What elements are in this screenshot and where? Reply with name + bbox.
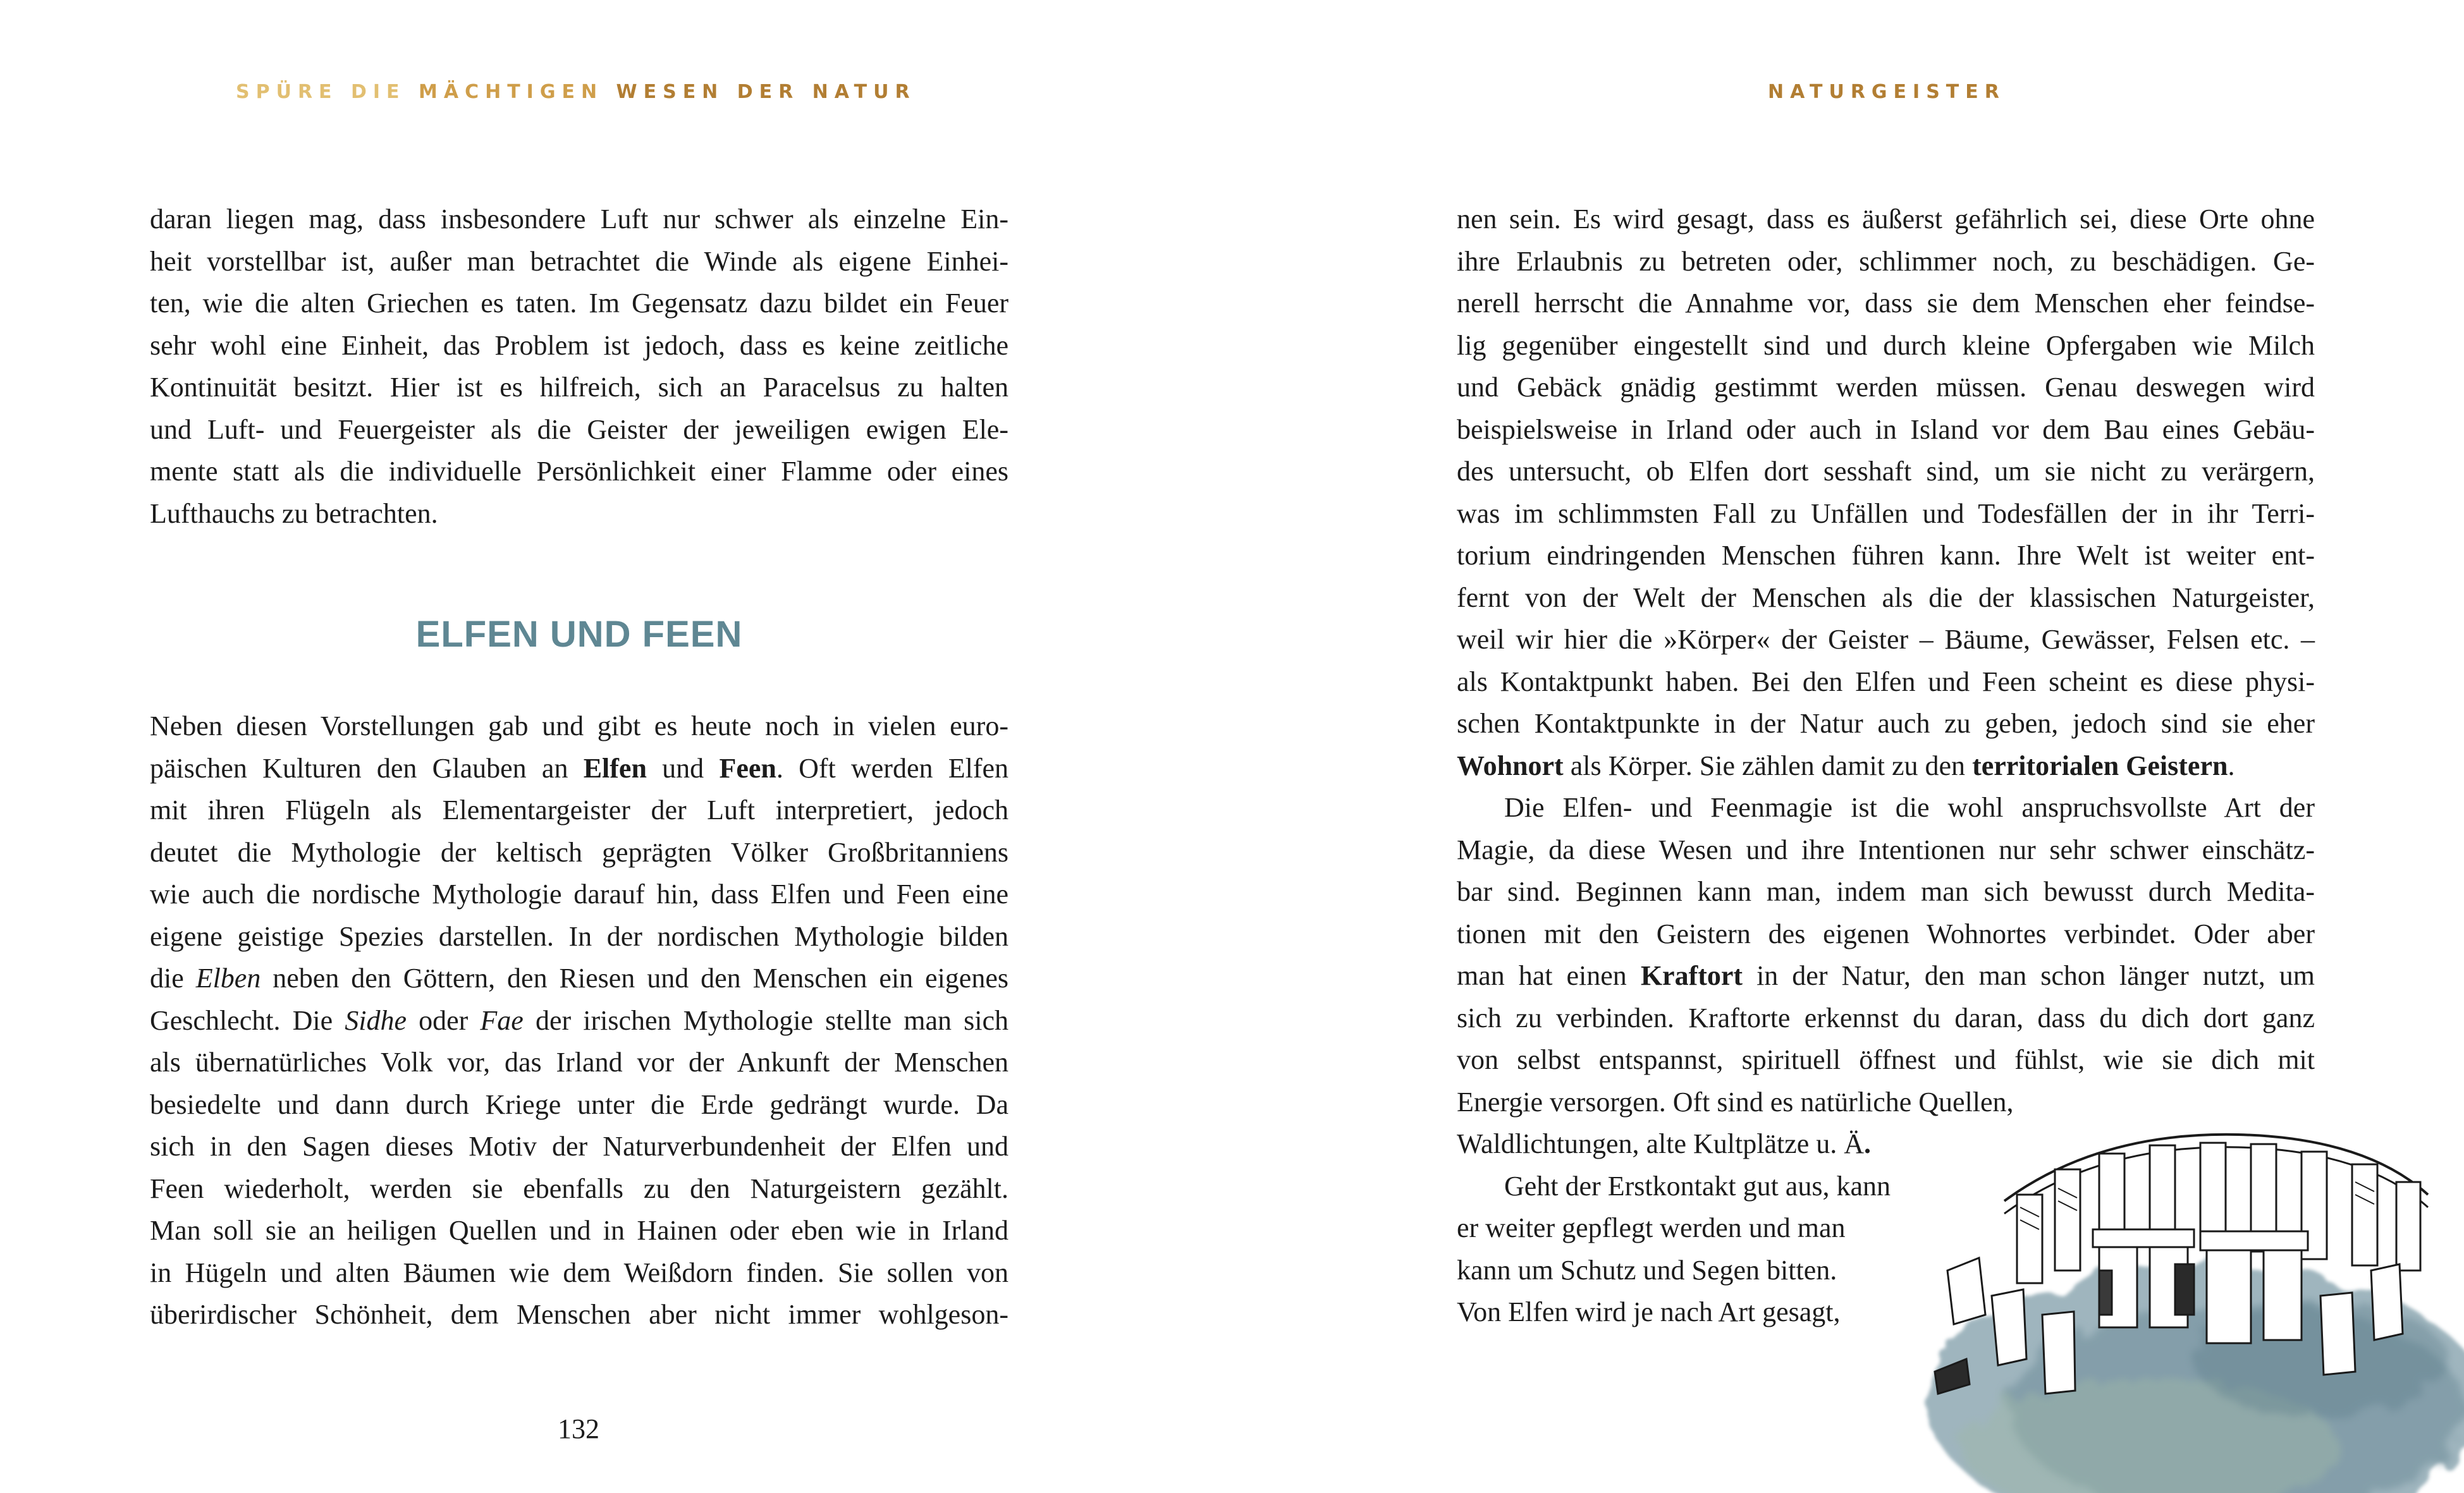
bold-term: Elfen xyxy=(583,752,647,784)
running-head-left-part1: SPÜRE DIE xyxy=(236,81,419,103)
text-run: Waldlichtungen, alte Kultplätze u. Ä xyxy=(1457,1128,1865,1159)
body-line: bar sind. Beginnen kann man, indem man sich bewusst durch Medita- xyxy=(1457,876,2315,907)
section-line xyxy=(150,1000,1008,1042)
body-line: Von Elfen wird je nach Art gesagt, xyxy=(1457,1296,1841,1327)
text-run: Geschlecht. Die xyxy=(150,1004,345,1036)
body-line: was im schlimmsten Fall zu Unfällen und Todesfällen der in ihr Terri- xyxy=(1457,497,2315,529)
intro-line: sehr wohl eine Einheit, das Problem ist jedoch, dass es keine zeitliche xyxy=(150,329,1008,361)
body-line: beispielsweise in Irland oder auch in Island vor dem Bau eines Gebäu- xyxy=(1457,413,2315,445)
section-line: Neben diesen Vorstellungen gab und gibt es heute noch in vielen euro- xyxy=(150,710,1008,741)
text-run: oder xyxy=(407,1004,481,1036)
bold-term: Kraftort xyxy=(1640,960,1743,991)
page-number: 132 xyxy=(558,1413,599,1444)
body-line: er weiter gepflegt werden und man xyxy=(1457,1212,1846,1243)
body-line: torium eindringenden Menschen führen kann. Ihre Welt ist weiter ent- xyxy=(1457,540,2315,571)
intro-line: Lufthauchs zu betrachten. xyxy=(150,497,438,529)
text-run: man hat einen xyxy=(1457,960,1641,991)
body-line: Energie versorgen. Oft sind es natürliche Quellen, xyxy=(1457,1086,2014,1118)
running-head-left-part2: MÄCHTIGEN xyxy=(419,81,616,103)
bold-term: territorialen Geistern xyxy=(1972,750,2228,781)
body-line: ihre Erlaubnis zu betreten oder, schlimmer noch, zu beschädigen. Ge- xyxy=(1457,245,2315,277)
intro-line: heit vorstellbar ist, außer man betrachtet die Winde als eigene Einhei- xyxy=(150,245,1008,277)
section-line: Man soll sie an heiligen Quellen und in Hainen oder eben wie in Irland xyxy=(150,1215,1008,1246)
body-line: Die Elfen- und Feenmagie ist die wohl anspruchsvollste Art der xyxy=(1504,792,2315,823)
body-line: weil wir hier die »Körper« der Geister – Bäume, Gewässer, Felsen etc. – xyxy=(1457,624,2315,655)
intro-line: und Luft- und Feuergeister als die Geister der jeweiligen ewigen Ele- xyxy=(150,413,1008,445)
italic-term: Fae xyxy=(480,1004,524,1036)
section-line: als übernatürliches Volk vor, das Irland vor der Ankunft der Menschen xyxy=(150,1047,1008,1078)
section-line xyxy=(150,748,1008,789)
body-line: lig gegenüber eingestellt sind und durch kleine Opfergaben wie Milch xyxy=(1457,329,2315,361)
body-line: nerell herrscht die Annahme vor, dass sie dem Menschen eher feindse- xyxy=(1457,288,2315,319)
body-line: von selbst entspannst, spirituell öffnest und fühlst, wie sie dich mit xyxy=(1457,1044,2315,1075)
section-line: wie auch die nordische Mythologie darauf hin, dass Elfen und Feen eine xyxy=(150,879,1008,910)
section-line: in Hügeln und alten Bäumen wie dem Weißdorn finden. Sie sollen von xyxy=(150,1257,1008,1288)
intro-line: ten, wie die alten Griechen es taten. Im Gegensatz dazu bildet ein Feuer xyxy=(150,288,1008,319)
text-run: die xyxy=(150,963,196,994)
text-run: und xyxy=(646,752,720,784)
body-line: als Kontaktpunkt haben. Bei den Elfen und Feen scheint es diese physi- xyxy=(1457,666,2315,697)
text-run: als Körper. Sie zählen damit zu den xyxy=(1563,750,1973,781)
text-run: päischen Kulturen den Glauben an xyxy=(150,752,584,784)
bold-term: Feen xyxy=(719,752,776,784)
body-line xyxy=(1457,745,2315,787)
body-line: tionen mit den Geistern des eigenen Wohnortes verbindet. Oder aber xyxy=(1457,918,2315,949)
section-line: eigene geistige Spezies darstellen. In der nordischen Mythologie bilden xyxy=(150,920,1008,952)
stone-circle-illustration xyxy=(1909,1106,2464,1493)
section-line: Feen wiederholt, werden sie ebenfalls zu den Naturgeistern gezählt. xyxy=(150,1173,1008,1204)
left-text-column xyxy=(150,0,1008,1493)
text-run: . Oft werden Elfen xyxy=(776,752,1009,784)
bold-term: . xyxy=(1864,1128,1872,1159)
body-line: Magie, da diese Wesen und ihre Intentionen nur sehr schwer einschätz- xyxy=(1457,834,2315,865)
body-line: nen sein. Es wird gesagt, dass es äußerst gefährlich sei, diese Orte ohne xyxy=(1457,204,2315,235)
text-run: in der Natur, den man schon länger nutzt, um xyxy=(1743,960,2315,991)
body-line: sich zu verbinden. Kraftorte erkennst du daran, dass du dich dort ganz xyxy=(1457,1002,2315,1033)
section-line xyxy=(150,958,1008,999)
body-line: des untersucht, ob Elfen dort sesshaft sind, um sie nicht zu verärgern, xyxy=(1457,456,2315,487)
italic-term: Sidhe xyxy=(345,1004,407,1036)
section-line: überirdischer Schönheit, dem Menschen aber nicht immer wohlgeson- xyxy=(150,1299,1008,1330)
body-line: kann um Schutz und Segen bitten. xyxy=(1457,1254,1837,1286)
body-line: und Gebäck gnädig gestimmt werden müssen. Genau deswegen wird xyxy=(1457,372,2315,403)
intro-line: daran liegen mag, dass insbesondere Luft nur schwer als einzelne Ein- xyxy=(150,204,1008,235)
running-head-left-part3: WESEN DER NATUR xyxy=(616,81,916,103)
section-heading: ELFEN UND FEEN xyxy=(415,614,743,655)
section-line: sich in den Sagen dieses Motiv der Naturverbundenheit der Elfen und xyxy=(150,1131,1008,1162)
body-line: schen Kontaktpunkte in der Natur auch zu geben, jedoch sind sie eher xyxy=(1457,708,2315,739)
body-line: fernt von der Welt der Menschen als die der klassischen Naturgeister, xyxy=(1457,582,2315,613)
body-line xyxy=(1457,955,2315,997)
intro-line: Kontinuität besitzt. Hier ist es hilfreich, sich an Paracelsus zu halten xyxy=(150,372,1008,403)
italic-term: Elben xyxy=(195,963,261,994)
text-run: neben den Göttern, den Riesen und den Menschen ein eigenes xyxy=(260,963,1008,994)
section-line: deutet die Mythologie der keltisch geprägten Völker Großbritanniens xyxy=(150,836,1008,868)
section-line: besiedelte und dann durch Kriege unter die Erde gedrängt wurde. Da xyxy=(150,1088,1008,1120)
section-line: mit ihren Flügeln als Elementargeister der Luft interpretiert, jedoch xyxy=(150,795,1008,826)
text-run: . xyxy=(2228,750,2235,781)
running-head-right-label: NATURGEISTER xyxy=(1768,81,2006,103)
bold-term: Wohnort xyxy=(1457,750,1564,781)
intro-line: mente statt als die individuelle Persönlichkeit einer Flamme oder eines xyxy=(150,456,1008,487)
body-line: Geht der Erstkontakt gut aus, kann xyxy=(1504,1170,1891,1202)
text-run: der irischen Mythologie stellte man sich xyxy=(523,1004,1009,1036)
